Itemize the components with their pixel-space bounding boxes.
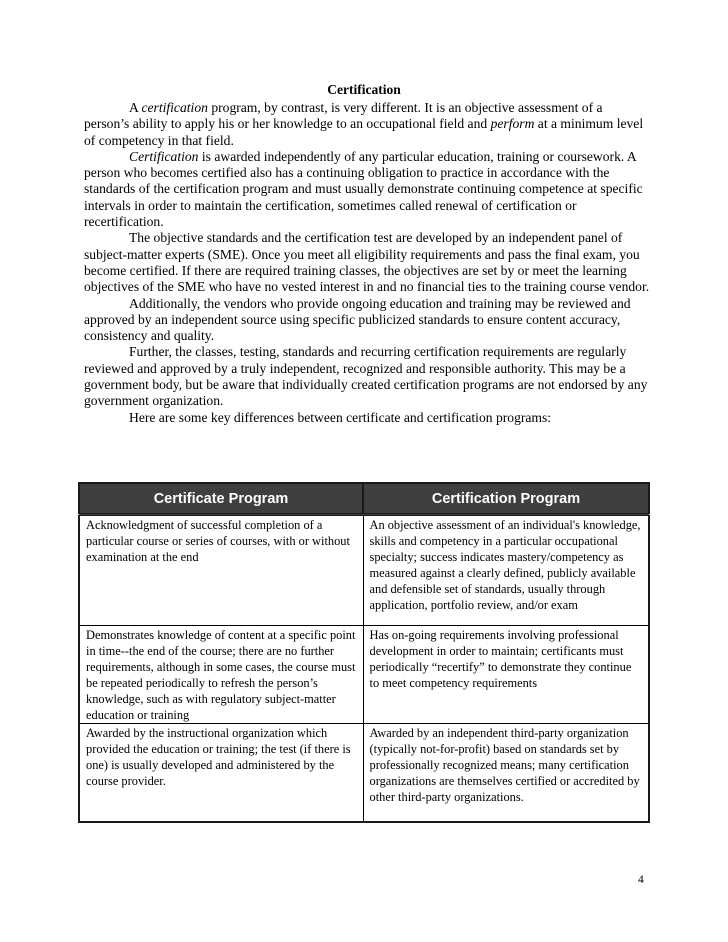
table-row xyxy=(79,515,649,626)
body-paragraph: Certification is awarded independently of any particular education, training or coursework. A person who becomes certified also has a continuing obligation to practice in accordance with the standards of the certification program and must usually demonstrate continuing competence at specific intervals in order to maintain the certification, sometimes called renewal of certification or recertification. xyxy=(84,148,643,230)
table-cell: Acknowledgment of successful completion of a particular course or series of courses, with or without examination at the end xyxy=(79,515,363,626)
italic-term: Certification xyxy=(129,148,199,164)
table-row xyxy=(79,626,649,724)
table-header-row xyxy=(79,483,649,515)
body-paragraph: Here are some key differences between certificate and certification programs: xyxy=(129,409,552,425)
comparison-table xyxy=(78,482,650,823)
body-paragraph: The objective standards and the certification test are developed by an independent panel of subject-matter experts (SME). Once you meet all eligibility requirements and pass the final exam, you become certified. If there are required training classes, the objectives are set by or meet the learning objectives of the SME who have no vested interest in and no financial ties to the training course vendor. xyxy=(84,230,650,295)
italic-term: certification xyxy=(141,100,208,115)
page-title: Certification xyxy=(327,82,401,97)
body-paragraph: A certification program, by contrast, is very different. It is an objective assessment of a person’s ability to apply his or her knowledge to an occupational field and perform at a minimum level of competency in that field. xyxy=(84,100,644,148)
body-paragraph: Additionally, the vendors who provide ongoing education and training may be reviewed and approved by an independent source using specific publicized standards to ensure content accuracy, consistency and quality. xyxy=(84,295,631,344)
header-certificate-program: Certificate Program xyxy=(79,483,363,515)
table-cell: Awarded by the instructional organization which provided the education or training; the test (if there is one) is usually developed and administered by the course provider. xyxy=(79,724,363,822)
table-row xyxy=(79,724,649,822)
table-cell: Demonstrates knowledge of content at a specific point in time--the end of the course; there are no further requirements, although in some cases, the course must be repeated periodically to refresh the person’s knowledge, such as with regulatory subject-matter education or training xyxy=(79,626,363,724)
header-certification-program: Certification Program xyxy=(363,483,649,515)
table-cell: Has on-going requirements involving professional development in order to maintain; certificants must periodically “recertify” to demonstrate they continue to meet competency requirements xyxy=(363,626,649,724)
page-number: 4 xyxy=(638,874,644,886)
body-paragraph: Further, the classes, testing, standards and recurring certification requirements are regularly reviewed and approved by a truly independent, recognized and responsible authority. This may be a government body, but be aware that individually created certification programs are not endorsed by any government organization. xyxy=(84,344,648,409)
table-cell: An objective assessment of an individual's knowledge, skills and competency in a particular occupational specialty; success indicates mastery/competency as measured against a clearly defined, publicly available and defensible set of standards, usually through application, portfolio review, and/or exam xyxy=(363,515,649,626)
table-cell: Awarded by an independent third-party organization (typically not-for-profit) based on standards set by professionally recognized means; many certification organizations are themselves certified or accredited by other third-party organizations. xyxy=(363,724,649,822)
italic-term: perform xyxy=(490,116,535,132)
body-text xyxy=(84,100,650,426)
